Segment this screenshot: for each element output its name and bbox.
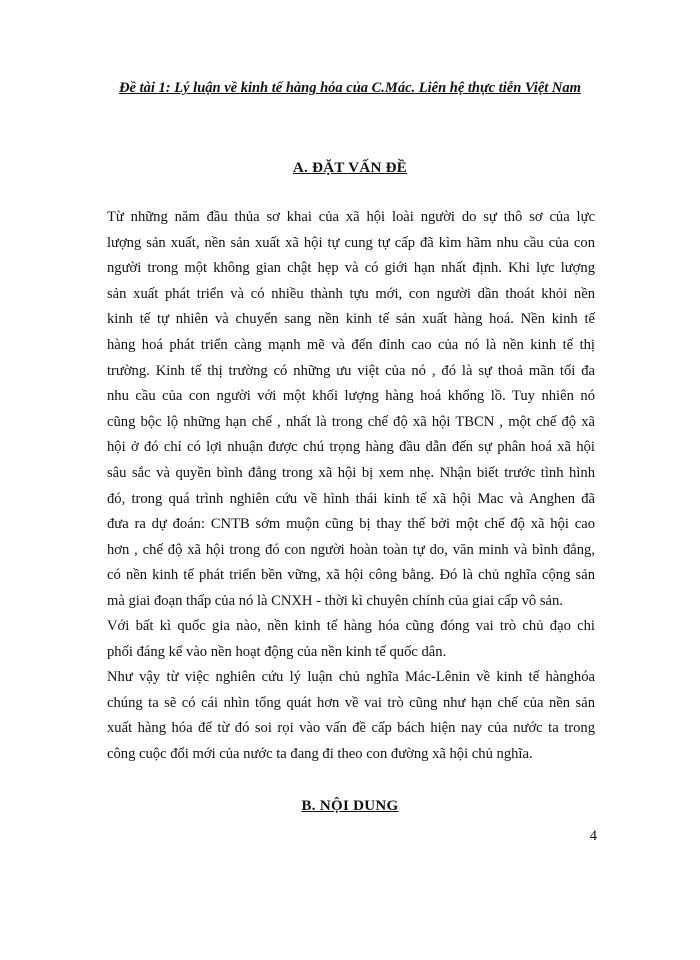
text-line: lượng sản xuất, nền sản xuất xã hội tự cung tự cấp đã kìm hãm nhu cầu của con <box>107 234 595 251</box>
paragraph-introduction <box>107 205 595 615</box>
section-b-heading: B. NỘI DUNG <box>301 798 399 814</box>
text-line: hơn , chế độ xã hội trong đó con người hoàn toàn tự do, văn minh và bình đẳng, <box>107 541 595 558</box>
text-line: phối đáng kể vào nền hoạt động của nền kinh tế quốc dân. <box>107 643 447 660</box>
text-line: chúng ta sẽ có cái nhìn tổng quát hơn về vai trò cũng như hạn chế của nền sản <box>107 694 595 711</box>
paragraph-conclusion <box>107 665 595 767</box>
paragraph-role <box>107 614 595 665</box>
text-line: sản xuất phát triển và có nhiều thành tựu mới, con người dần thoát khỏi nền <box>107 285 595 302</box>
text-line: kinh tế tự nhiên và chuyển sang nền kinh tế sản xuất hàng hoá. Nền kinh tế <box>107 311 595 328</box>
text-line: trường. Kinh tế thị trường có những ưu việt của nó , đó là sự thoả mãn tối đa <box>107 362 595 379</box>
text-line: công cuộc đổi mới của nước ta đang đi theo con đường xã hội chủ nghĩa. <box>107 745 533 762</box>
text-line: cũng bộc lộ những hạn chế , nhất là trong chế độ xã hội TBCN , một chế độ xã <box>107 413 595 430</box>
text-line: đưa ra dự đoán: CNTB sớm muộn cũng bị thay thế bởi một chế độ xã hội cao <box>107 516 595 533</box>
text-line: hàng hoá phát triển càng mạnh mẽ và đến đỉnh cao của nó là nền kinh tế thị <box>107 336 595 353</box>
text-line: mà giai đoạn thấp của nó là CNXH - thời kì chuyên chính của giai cấp vô sản. <box>107 592 563 609</box>
text-line: xuất hàng hóa để từ đó soi rọi vào vấn đề cấp bách hiện nay của nước ta trong <box>107 720 595 737</box>
text-line: Từ những năm đầu thủa sơ khai của xã hội loài người do sự thô sơ của lực <box>107 209 595 225</box>
topic-title: Đề tài 1: Lý luận về kinh tế hàng hóa của C.Mác. Liên hệ thực tiễn Việt Nam <box>119 80 581 96</box>
text-line: Với bất kì quốc gia nào, nền kinh tế hàng hóa cũng đóng vai trò chủ đạo chi <box>107 618 595 634</box>
text-line: Như vậy từ việc nghiên cứu lý luận chủ nghĩa Mác-Lênin về kinh tế hànghóa <box>107 669 595 685</box>
text-line: người trong một không gian chật hẹp và có giới hạn nhất định. Khi lực lượng <box>107 260 595 277</box>
page-number: 4 <box>589 828 597 844</box>
text-line: sâu sắc và quyền bình đẳng trong xã hội bị xem nhẹ. Nhận biết trước tình hình <box>107 464 595 481</box>
text-line: có nền kinh tế phát triển bền vững, xã hội công bằng. Đó là chủ nghĩa cộng sản <box>107 567 595 584</box>
section-a-heading: A. ĐẶT VẤN ĐỀ <box>292 160 408 176</box>
text-line: hội ở đó chỉ có lợi nhuận được chú trọng hàng đầu dẫn đến sự phân hoá xã hội <box>107 439 595 456</box>
text-line: đó, trong quá trình nghiên cứu về hình thái kinh tế xã hội Mac và Anghen đã <box>107 490 595 507</box>
text-line: nhu cầu của con người với một khối lượng hàng hoá khổng lồ. Tuy nhiên nó <box>107 388 595 405</box>
